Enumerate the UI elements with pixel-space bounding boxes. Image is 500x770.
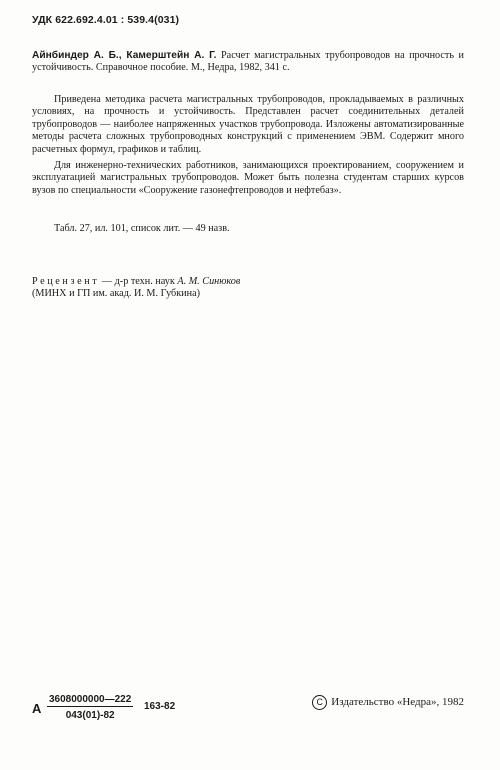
imprint-numerator: 3608000000—222 xyxy=(49,694,132,705)
reviewer-degree: — д-р техн. наук xyxy=(99,276,178,287)
stats-paragraph: Табл. 27, ил. 101, список лит. — 49 назв. xyxy=(54,223,230,234)
imprint-fraction xyxy=(47,694,133,721)
bibliographic-abstract xyxy=(32,50,464,75)
copyright-text: Издательство «Недра», 1982 xyxy=(331,696,464,709)
copyright-line xyxy=(312,695,464,710)
citation: Расчет магистральных трубопроводов на прочность и устойчивость. Справочное пособие. М., Недра, 1982, 341 с. xyxy=(32,50,464,74)
authors: Айнбиндер А. Б., Камерштейн А. Г. xyxy=(32,50,217,61)
reviewer-label: Рецензент xyxy=(32,276,100,287)
audience-paragraph: Для инженерно-технических работников, занимающихся проектированием, сооружением и эксплуатацией магистральных трубопроводов. Может быть полезна студентам старших курсов вузов по специальности «Сооружение газонефтепроводов и нефтебаз». xyxy=(32,160,464,196)
reviewer-name: А. М. Синюков xyxy=(177,276,241,287)
copyright-icon: C xyxy=(312,695,327,710)
imprint-code: 163-82 xyxy=(144,701,176,712)
reviewer-line xyxy=(32,276,464,288)
annotation-paragraph: Приведена методика расчета магистральных трубопроводов, прокладываемых в различных условиях, на прочность и устойчивость. Представлен расчет соединительных деталей трубопроводов — наиболее напряженных участков трубопровода. Изложены автоматизированные методы расчета сложных трубопроводных конструкций с применением ЭВМ. Содержит много расчетных формул, графиков и таблиц. xyxy=(32,94,464,155)
udk-code: УДК 622.692.4.01 : 539.4(031) xyxy=(32,14,180,26)
imprint xyxy=(32,694,464,730)
reviewer-affiliation: (МИНХ и ГП им. акад. И. М. Губкина) xyxy=(32,288,200,300)
imprint-letter: А xyxy=(32,701,42,716)
imprint-denominator: 043(01)-82 xyxy=(65,710,115,721)
reviewer-block xyxy=(32,276,464,301)
